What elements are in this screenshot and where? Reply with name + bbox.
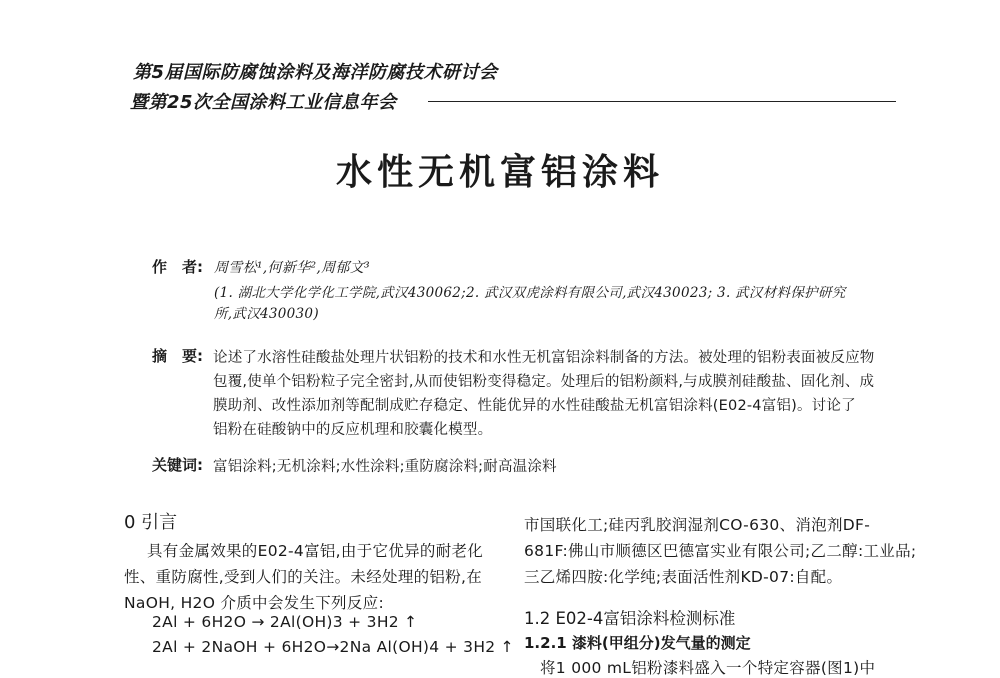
subsection-heading: 1.2 E02-4富铝涂料检测标准 bbox=[524, 609, 736, 628]
conference-header-line2: 暨第25次全国涂料工业信息年会 bbox=[130, 92, 397, 113]
keywords-label: 关键词: bbox=[152, 456, 203, 474]
affiliation-line1: (1. 湖北大学化学化工学院,武汉430062;2. 武汉双虎涂料有限公司,武汉430023; 3. 武汉材料保护研究 bbox=[214, 285, 846, 301]
abstract-line: 膜助剂、改性添加剂等配制成贮存稳定、性能优异的水性硅酸盐无机富铝涂料(E02-4富铝)。讨论了 bbox=[213, 398, 856, 414]
abstract-line: 包覆,使单个铝粉粒子完全密封,从而使铝粉变得稳定。处理后的铝粉颜料,与成膜剂硅酸盐、固化剂、成 bbox=[213, 374, 875, 390]
conference-header-line1: 第5届国际防腐蚀涂料及海洋防腐技术研讨会 bbox=[133, 62, 498, 83]
abstract-label: 摘 要: bbox=[152, 347, 203, 365]
author-names: 周雪松¹,何新华²,周郁文³ bbox=[214, 260, 370, 276]
authors-label: 作 者: bbox=[152, 258, 203, 276]
intro-paragraph-line: 性、重防腐性,受到人们的关注。未经处理的铝粉,在 bbox=[124, 568, 483, 586]
materials-line: 市国联化工;硅丙乳胶润湿剂CO-630、消泡剂DF- bbox=[524, 516, 871, 534]
header-rule bbox=[428, 101, 896, 102]
abstract-line: 论述了水溶性硅酸盐处理片状铝粉的技术和水性无机富铝涂料制备的方法。被处理的铝粉表面被反应物 bbox=[213, 350, 875, 366]
materials-line: 681F:佛山市顺德区巴德富实业有限公司;乙二醇:工业品; bbox=[524, 542, 917, 560]
equation-2: 2Al + 2NaOH + 6H2O→2Na Al(OH)4 + 3H2 ↑ bbox=[152, 638, 514, 656]
body-line-partial: 将1 000 mL铝粉漆料盛入一个特定容器(图1)中 bbox=[540, 659, 876, 677]
intro-paragraph-line: NaOH, H2O 介质中会发生下列反应: bbox=[124, 594, 384, 612]
abstract-line: 铝粉在硅酸钠中的反应机理和胶囊化模型。 bbox=[213, 422, 493, 438]
paper-title: 水性无机富铝涂料 bbox=[335, 151, 664, 193]
section-heading-introduction: 0 引言 bbox=[124, 512, 178, 533]
equation-1: 2Al + 6H2O → 2Al(OH)3 + 3H2 ↑ bbox=[152, 613, 418, 631]
keywords-text: 富铝涂料;无机涂料;水性涂料;重防腐涂料;耐高温涂料 bbox=[213, 459, 557, 475]
materials-line: 三乙烯四胺:化学纯;表面活性剂KD-07:自配。 bbox=[524, 568, 843, 586]
affiliation-line2: 所,武汉430030) bbox=[214, 306, 319, 322]
intro-paragraph-line: 具有金属效果的E02-4富铝,由于它优异的耐老化 bbox=[147, 542, 484, 560]
subsubsection-heading: 1.2.1 漆料(甲组分)发气量的测定 bbox=[524, 634, 751, 652]
